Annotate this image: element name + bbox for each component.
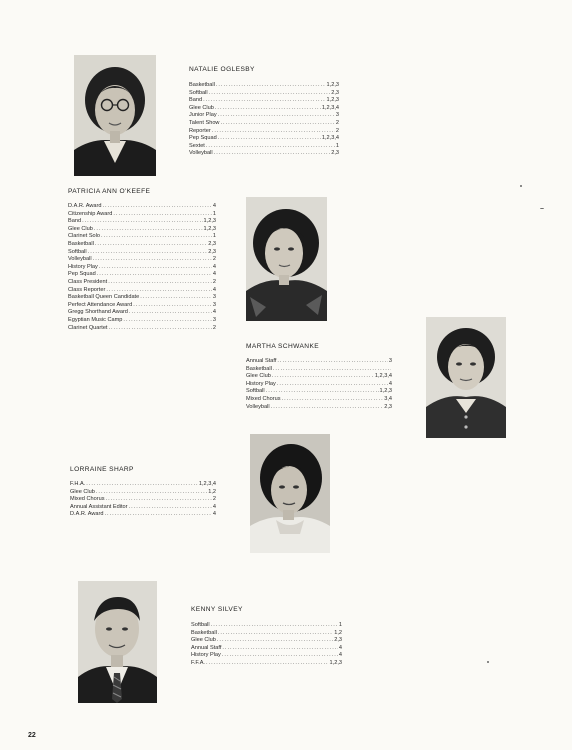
activity-row: Basketball ..... 2,3 [68, 241, 216, 249]
student-name-natalie-oglesby: NATALIE OGLESBY [189, 66, 255, 73]
activity-row: Volleyball ..... 2 [68, 256, 216, 264]
activity-list-martha-schwanke [246, 358, 392, 411]
page-number: 22 [28, 732, 36, 739]
student-name-patricia-ann-okeefe: PATRICIA ANN O'KEEFE [68, 188, 151, 195]
activity-row: Volleyball ..... 2,3 [189, 150, 339, 158]
activity-list-natalie-oglesby [189, 82, 339, 158]
activity-row: Mixed Chorus ..... 2 [70, 496, 216, 504]
activity-row: Gregg Shorthand Award ..... 4 [68, 309, 216, 317]
activity-list-lorraine-sharp [70, 481, 216, 519]
print-speck [520, 185, 522, 187]
activity-row: Softball ..... 1,2,3 [246, 388, 392, 396]
activity-row: Annual Staff ..... 4 [191, 645, 342, 653]
activity-row: Annual Assistant Editor ..... 4 [70, 504, 216, 512]
activity-row: Band ..... 1,2,3 [68, 218, 216, 226]
print-speck [487, 661, 489, 663]
activity-row: Perfect Attendance Award ..... 3 [68, 302, 216, 310]
activity-row: Annual Staff ..... 3 [246, 358, 392, 366]
activity-row: Talent Show ..... 2 [189, 120, 339, 128]
activity-row: Junior Play ..... 3 [189, 112, 339, 120]
activity-row: History Play ..... 4 [246, 381, 392, 389]
activity-row: F.H.A. ..... 1,2,3,4 [70, 481, 216, 489]
portrait-patricia-ann-okeefe [246, 197, 327, 321]
activity-list-patricia-ann-okeefe [68, 203, 216, 332]
student-name-lorraine-sharp: LORRAINE SHARP [70, 466, 134, 473]
activity-row: Citizenship Award ..... 1 [68, 211, 216, 219]
activity-row: Glee Club ..... 1,2 [70, 489, 216, 497]
activity-row: Sextet ..... 1 [189, 143, 339, 151]
portrait-martha-schwanke [426, 317, 506, 438]
activity-row: Basketball ..... 1,2,3 [189, 82, 339, 90]
activity-row: Clarinet Solo ..... 1 [68, 233, 216, 241]
activity-row: Clarinet Quartet ..... 2 [68, 325, 216, 333]
activity-row: Glee Club ..... 1,2,3,4 [189, 105, 339, 113]
activity-row: Pep Squad ..... 1,2,3,4 [189, 135, 339, 143]
activity-row: D.A.R. Award ..... 4 [68, 203, 216, 211]
activity-row: History Play ..... 4 [191, 652, 342, 660]
activity-row: Glee Club ..... 1,2,3,4 [246, 373, 392, 381]
activity-row: Softball ..... 2,3 [189, 90, 339, 98]
activity-row: Glee Club ..... 2,3 [191, 637, 342, 645]
activity-row: Egyptian Music Camp ..... 3 [68, 317, 216, 325]
print-speck [540, 208, 544, 209]
activity-row: Class Reporter ..... 4 [68, 287, 216, 295]
activity-row: Band ..... 1,2,3 [189, 97, 339, 105]
activity-row: Softball ..... 2,3 [68, 249, 216, 257]
activity-row: Basketball ..... 1,2 [191, 630, 342, 638]
activity-row: F.F.A. ..... 1,2,3 [191, 660, 342, 668]
activity-row: Pep Squad ..... 4 [68, 271, 216, 279]
activity-row: Mixed Chorus ..... 3,4 [246, 396, 392, 404]
activity-row: Softball ..... 1 [191, 622, 342, 630]
activity-row: Basketball Queen Candidate ..... 3 [68, 294, 216, 302]
activity-row: Basketball ..... [246, 366, 392, 374]
activity-row: Glee Club ..... 1,2,3 [68, 226, 216, 234]
activity-row: D.A.R. Award ..... 4 [70, 511, 216, 519]
activity-row: Reporter ..... 2 [189, 128, 339, 136]
activity-row: Class President ..... 2 [68, 279, 216, 287]
activity-row: Volleyball ..... 2,3 [246, 404, 392, 412]
portrait-kenny-silvey [78, 581, 157, 703]
student-name-kenny-silvey: KENNY SILVEY [191, 606, 243, 613]
portrait-lorraine-sharp [250, 434, 330, 553]
portrait-natalie-oglesby [74, 55, 156, 176]
activity-list-kenny-silvey [191, 622, 342, 668]
activity-row: History Play ..... 4 [68, 264, 216, 272]
student-name-martha-schwanke: MARTHA SCHWANKE [246, 343, 320, 350]
